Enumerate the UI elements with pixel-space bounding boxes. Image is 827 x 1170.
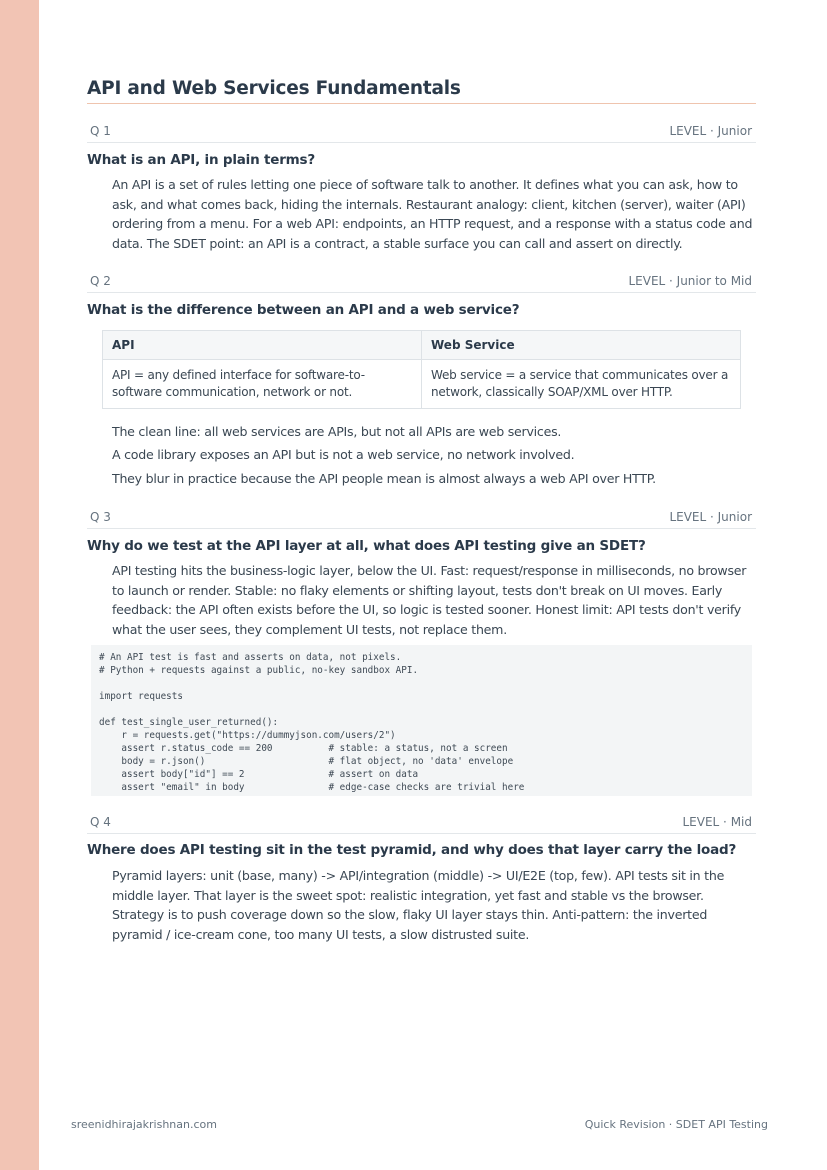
footer-caption: Quick Revision · SDET API Testing — [584, 1118, 768, 1131]
question-level: LEVEL · Mid — [682, 815, 752, 829]
answer-text: API testing hits the business-logic layer, below the UI. Fast: request/response in milliseconds, no browser to launch or render. Stable: no flaky elements or shifting layout, tests don't break on UI moves. Early feedback: the API often exists before the UI, so logic is tested sooner. Honest limit: API tests don't verify what the user sees, they complement UI tests, not replace them. — [112, 563, 747, 637]
question-title: Where does API testing sit in the test pyramid, and why does that layer carry the load? — [87, 842, 737, 858]
code-block: # An API test is fast and asserts on data, not pixels. # Python + requests against a public, no-key sandbox API. import requests def test_single_user_returned(): r = requests.get("https://dummyjson.com/users/2") assert r.status_code == 200 # stable: a status, not a screen body = r.json() # flat object, no 'data' envelope assert body["id"] == 2 # assert on data assert "email" in body # edge-case checks are trivial here — [91, 645, 752, 796]
question-title: What is an API, in plain terms? — [87, 152, 316, 168]
answer-text: Pyramid layers: unit (base, many) -> API/integration (middle) -> UI/E2E (top, few). API tests sit in the middle layer. That layer is the sweet spot: realistic integration, yet fast and stable vs the browser. Strategy is to push coverage down so the slow, flaky UI layer stays thin. Anti-pattern: the inverted pyramid / ice-cream cone, too many UI tests, a slow distrusted suite. — [112, 868, 725, 942]
table-cell: Web service = a service that communicates over a network, classically SOAP/XML over HTTP. — [422, 360, 741, 409]
accent-sidebar — [0, 0, 39, 1170]
question-number: Q 3 — [90, 510, 111, 524]
question-header-4 — [87, 815, 756, 834]
question-number: Q 2 — [90, 274, 111, 288]
table-row — [103, 360, 741, 409]
comparison-table — [102, 330, 741, 409]
answer-text: An API is a set of rules letting one piece of software talk to another. It defines what you can ask, how to ask, and what comes back, hiding the internals. Restaurant analogy: client, kitchen (server), waiter (API) ordering from a menu. For a web API: endpoints, an HTTP request, and a response with a status code and data. The SDET point: an API is a contract, a stable surface you can call and assert on directly. — [112, 177, 753, 251]
note-text: A code library exposes an API but is not a web service, no network involved. — [112, 447, 575, 462]
page-title: API and Web Services Fundamentals — [87, 78, 756, 104]
question-title: What is the difference between an API and a web service? — [87, 302, 520, 318]
note-text: They blur in practice because the API people mean is almost always a web API over HTTP. — [112, 471, 656, 486]
table-header-cell: Web Service — [422, 331, 741, 360]
question-level: LEVEL · Junior — [669, 510, 752, 524]
table-cell: API = any defined interface for software-to-software communication, network or not. — [103, 360, 422, 409]
question-title: Why do we test at the API layer at all, what does API testing give an SDET? — [87, 538, 646, 554]
question-header-1 — [87, 124, 756, 143]
table-header-cell: API — [103, 331, 422, 360]
question-number: Q 1 — [90, 124, 111, 138]
question-level: LEVEL · Junior — [669, 124, 752, 138]
question-header-2 — [87, 274, 756, 293]
footer-site-link[interactable]: sreenidhirajakrishnan.com — [71, 1118, 217, 1131]
question-number: Q 4 — [90, 815, 111, 829]
table-header-row — [103, 331, 741, 360]
question-level: LEVEL · Junior to Mid — [628, 274, 752, 288]
question-header-3 — [87, 510, 756, 529]
note-text: The clean line: all web services are APIs, but not all APIs are web services. — [112, 424, 562, 439]
